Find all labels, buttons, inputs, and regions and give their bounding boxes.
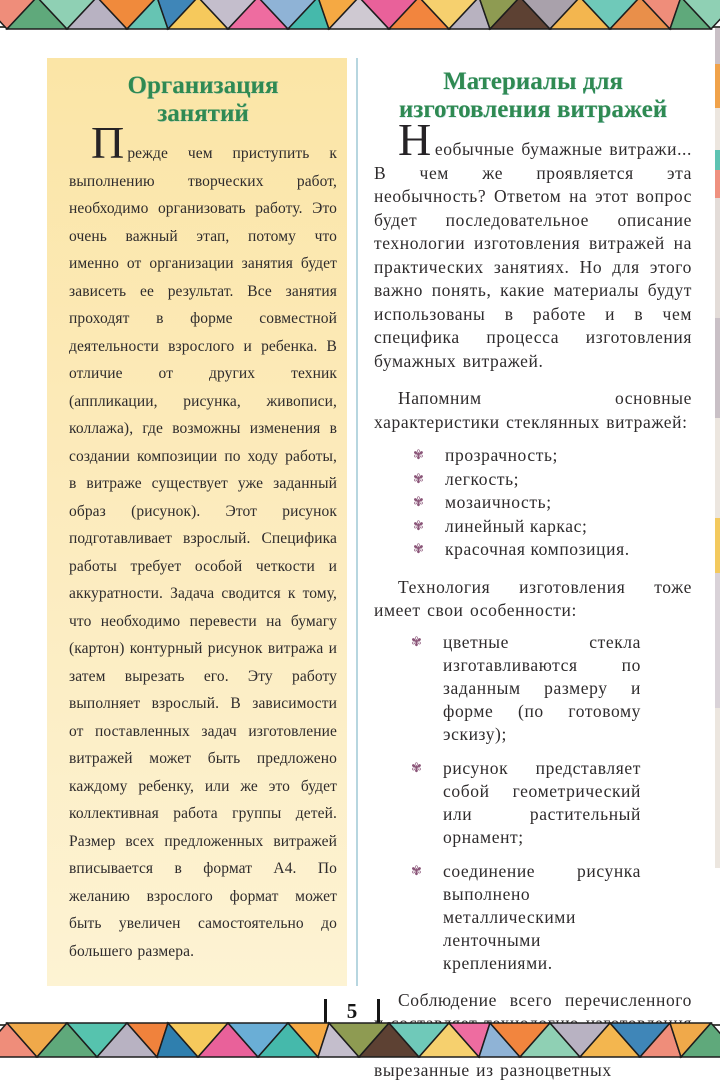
characteristics-list <box>374 444 692 562</box>
page-edge-mosaic-strip <box>715 28 720 868</box>
right-column-title-line1: Материалы для <box>443 68 623 95</box>
flower-bullet-icon: ✾ <box>413 518 425 534</box>
flower-bullet-icon: ✾ <box>413 471 425 487</box>
bottom-mosaic-border <box>0 1024 720 1054</box>
left-panel <box>47 58 347 986</box>
flower-bullet-icon: ✾ <box>413 495 425 510</box>
left-panel-dropcap: П <box>91 117 125 168</box>
flower-bullet-icon: ✾ <box>413 448 425 463</box>
list-item-text: прозрачность; <box>445 445 559 465</box>
paragraph-intro <box>374 114 692 373</box>
list-item <box>374 444 692 468</box>
list-item-text: рисунок представляет собой геометрический или растительный орнамент; <box>443 757 641 847</box>
list-item <box>374 757 692 849</box>
technology-list <box>374 631 692 975</box>
page-number-value: 5 <box>346 998 358 1023</box>
right-column-title-line2: изготовления витражей <box>398 96 668 123</box>
page-number-tick-left <box>324 999 327 1024</box>
paragraph-technology-lead: Технология изготовления тоже имеет свои особенности: <box>374 576 692 620</box>
paragraph-characteristics-lead: Напомним основные характеристики стеклянных витражей: <box>374 388 692 432</box>
list-item <box>374 631 692 746</box>
paragraph-conclusion: Соблюдение всего перечисленного вырезанные из разноцветных <box>374 989 692 1080</box>
flower-bullet-icon: ✾ <box>411 634 423 650</box>
flower-bullet-icon: ✾ <box>413 542 425 557</box>
left-panel-body <box>69 117 337 965</box>
flower-bullet-icon: ✾ <box>411 760 423 776</box>
left-panel-title-line1: Организация <box>127 72 279 99</box>
list-item <box>374 515 692 539</box>
list-item-text: линейный каркас; <box>445 515 588 536</box>
left-panel-title-line2: занятий <box>157 100 249 127</box>
right-column <box>374 68 692 1080</box>
list-item-text: легкость; <box>445 468 520 489</box>
list-item-text: красочная композиция. <box>445 539 630 559</box>
list-item-text: мозаичность; <box>445 492 552 512</box>
list-item-text: соединение рисунка выполнено металлическими ленточными креплениями. <box>443 860 641 973</box>
flower-bullet-icon: ✾ <box>411 863 423 879</box>
list-item <box>374 860 692 975</box>
right-column-dropcap: Н <box>398 114 432 165</box>
list-item <box>374 491 692 515</box>
left-panel-body-text: режде чем приступить к выполнению творческих работ, необходимо организовать работу. Это очень важный этап, потому что именно от организации занятия будет зависеть ее результат. Все занятия проходят в форме совместной деятельности взрослого и ребенка. В отличие от других техник (аппликации, рисунка, живописи, коллажа), где возможны изменения в создании композиции по ходу работы, в витраже существует уже заданный образ (рисунок). Этот рисунок подготавливает взрослый. Специфика работы требует особой четкости и аккуратности. Задача сводится к тому, что необходимо перевести на бумагу (картон) контурный рисунок витража и затем вырезать его. Эту работу выполняет взрослый. В зависимости от поставленных задач изготовление витражей может быть предложено каждому ребенку, или же это будет коллективная работа группы детей. Размер всех предложенных витражей вписывается в формат А4. По желанию взрослого формат может быть увеличен самостоятельно до большего размера. <box>69 145 337 960</box>
column-divider <box>356 58 358 986</box>
list-item <box>374 538 692 562</box>
top-mosaic-border <box>0 0 720 28</box>
list-item <box>374 468 692 492</box>
page-number <box>324 998 380 1024</box>
list-item-text: цветные стекла изготавливаются по заданным размеру и форме (по готовому эскизу); <box>443 631 641 744</box>
page-number-tick-right <box>377 999 380 1024</box>
paragraph-intro-text: еобычные бумажные витражи... В чем же проявляется эта необычность? Ответом на этот вопрос будет последовательное описание технологии изготовления витражей на практических занятиях. Но для этого важно понять, какие материалы будут использованы в работе и в чем специфика процесса изготовления бумажных витражей. <box>374 139 692 371</box>
